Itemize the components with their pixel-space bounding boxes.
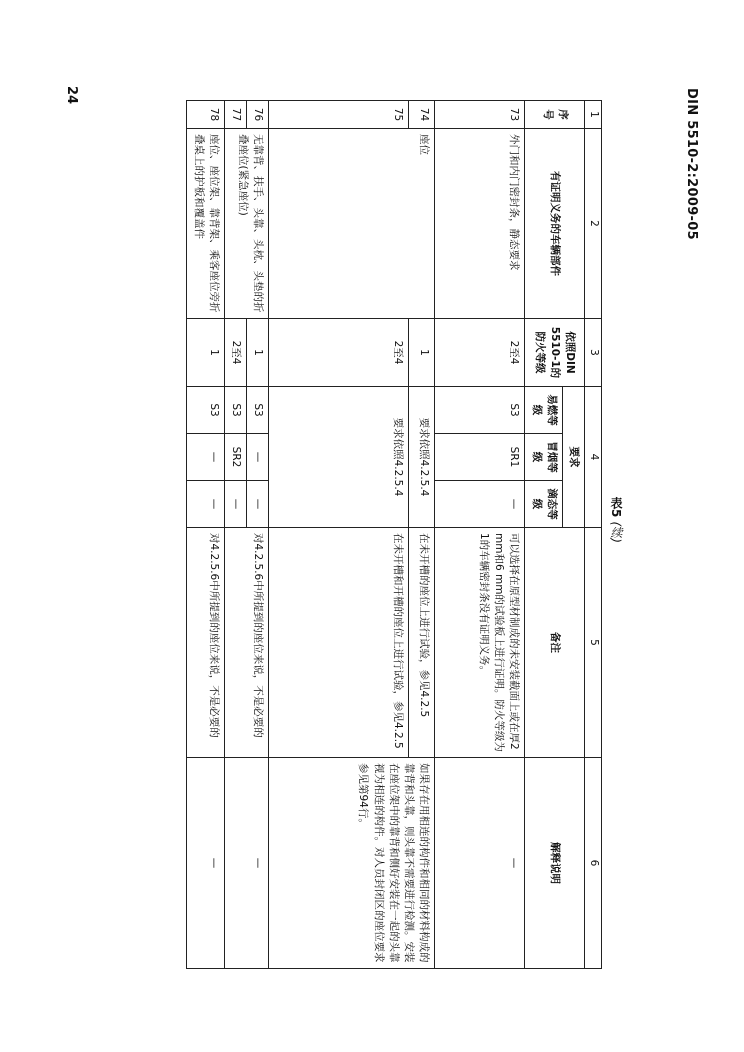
cell-flammability: S3 <box>247 387 269 434</box>
header-seq: 序号 <box>525 101 585 129</box>
col-index: 2 <box>585 129 602 319</box>
cell-seq: 73 <box>435 101 525 129</box>
header-remarks: 备注 <box>525 528 585 758</box>
cell-drip: — <box>247 481 269 528</box>
col-index: 6 <box>585 758 602 969</box>
cell-seq: 75 <box>269 101 409 129</box>
cell-flammability: S3 <box>435 387 525 434</box>
table-caption <box>608 497 625 543</box>
header-explanation: 解释说明 <box>525 758 585 969</box>
header-part: 有证明义务的车辆部件 <box>525 129 585 319</box>
cell-flammability: S3 <box>186 387 224 434</box>
cell-seq: 76 <box>247 101 269 129</box>
header-smoke: 冒烟等级 <box>525 434 562 481</box>
cell-smoke: SR1 <box>435 434 525 481</box>
cell-smoke: — <box>247 434 269 481</box>
table-caption-label: 表5 <box>609 497 623 518</box>
cell-fire-class: 2至4 <box>224 319 246 387</box>
document-id: DIN 5510-2:2009-05 <box>684 88 699 240</box>
cell-explanation: — <box>435 758 525 969</box>
cell-remarks: 对4.2.5.6中所提到的座位来说，不是必要的 <box>224 528 268 758</box>
header-fire-class: 依照DIN 5510-1的防火等级 <box>525 319 585 387</box>
cell-part: 无靠背、扶手、头靠、头枕、头垫的折叠座位(紧急座位) <box>224 129 268 319</box>
header-drip: 滴态等级 <box>525 481 562 528</box>
cell-seq: 77 <box>224 101 246 129</box>
cell-fire-class: 2至4 <box>435 319 525 387</box>
column-index-row <box>585 101 602 969</box>
cell-fire-class: 1 <box>409 319 435 387</box>
cell-fire-class: 1 <box>186 319 224 387</box>
col-index: 3 <box>585 319 602 387</box>
table-row <box>435 101 525 969</box>
cell-explanation: — <box>224 758 268 969</box>
header-requirements: 要求 <box>562 387 584 528</box>
cell-drip: — <box>435 481 525 528</box>
col-index: 1 <box>585 101 602 129</box>
cell-fire-class: 1 <box>247 319 269 387</box>
rotated-table-container <box>115 100 602 968</box>
header-flammability: 易燃等级 <box>525 387 562 434</box>
header-row-1 <box>562 101 584 969</box>
cell-explanation: — <box>186 758 224 969</box>
cell-seq: 74 <box>409 101 435 129</box>
cell-drip: — <box>224 481 246 528</box>
cell-remarks: 在未开槽和开槽的座位上进行试验，参见4.2.5 <box>269 528 409 758</box>
cell-remarks: 可以选择在原型材制成的未安装截面上或在厚2 mm和6 mm的试验板上进行证明。防火等级为1的车辆密封条没有证明义务。 <box>435 528 525 758</box>
cell-requirements-merged: 要求依照4.2.5.4 <box>409 387 435 528</box>
col-index: 5 <box>585 528 602 758</box>
page-number: 24 <box>64 86 79 105</box>
requirements-table <box>186 100 602 969</box>
cell-smoke: SR2 <box>224 434 246 481</box>
cell-explanation: 如果存在用相连的构件和相同的材料构成的靠背和头靠，则头靠不需要进行检测。安装在座位架中的靠背和侧好安装在一起的头靠视为相连的构件。对人员封闭区的座位要求参见第94行。 <box>269 758 435 969</box>
table-row <box>186 101 224 969</box>
table-row <box>247 101 269 969</box>
cell-flammability: S3 <box>224 387 246 434</box>
table-wrapper <box>115 100 602 968</box>
table-row <box>409 101 435 969</box>
cell-part: 座位 <box>269 129 435 319</box>
cell-requirements-merged: 要求依照4.2.5.4 <box>269 387 409 528</box>
cell-part: 座位、座位架、靠背架、乘客座位旁折叠桌上的护板和覆盖件 <box>186 129 224 319</box>
cell-fire-class: 2至4 <box>269 319 409 387</box>
col-index: 4 <box>585 387 602 528</box>
cell-remarks: 在未开槽的座位上进行试验，参见4.2.5 <box>409 528 435 758</box>
cell-drip: — <box>186 481 224 528</box>
cell-remarks: 对4.2.5.6中所提到的座位来说，不是必要的 <box>186 528 224 758</box>
table-caption-cont: (续) <box>609 521 623 543</box>
cell-part: 外门和内门密封条，静态要求 <box>435 129 525 319</box>
cell-seq: 78 <box>186 101 224 129</box>
cell-smoke: — <box>186 434 224 481</box>
